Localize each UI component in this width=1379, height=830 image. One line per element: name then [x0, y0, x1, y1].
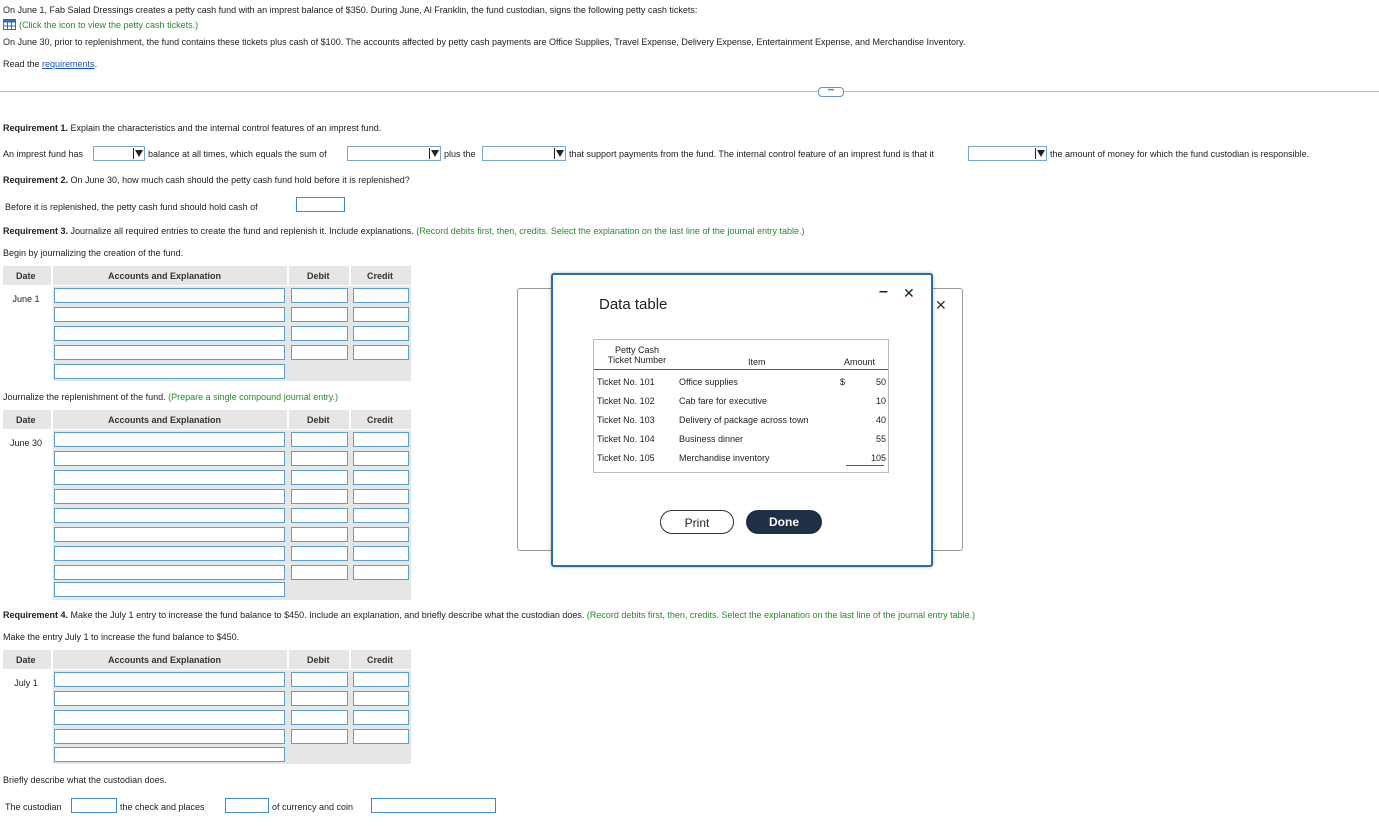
- custodian-text-3: of currency and coin: [272, 802, 354, 812]
- col-amount: Amount: [844, 357, 876, 367]
- credit-input[interactable]: [353, 565, 409, 580]
- debit-input[interactable]: [291, 710, 348, 725]
- credit-input[interactable]: [353, 729, 409, 744]
- credit-input[interactable]: [353, 508, 409, 523]
- debit-input[interactable]: [291, 729, 348, 744]
- intro-line-2: On June 30, prior to replenishment, the fund contains these tickets plus cash of $100. The accounts affected by petty cash payments are Office Supplies, Travel Expense, Delivery Expense, Entertainment Expense, and Merchandise Inventory.: [3, 37, 966, 47]
- tickets-header: [594, 340, 888, 370]
- custodian-location-input[interactable]: [371, 798, 496, 813]
- debit-input[interactable]: [291, 470, 348, 485]
- table-icon[interactable]: [3, 19, 16, 30]
- debit-input[interactable]: [291, 508, 348, 523]
- req2-prompt: Before it is replenished, the petty cash fund should hold cash of: [5, 202, 258, 212]
- custodian-amount-input[interactable]: [225, 798, 269, 813]
- chevron-down-icon: [1035, 148, 1045, 159]
- debit-input[interactable]: [291, 345, 348, 360]
- print-button[interactable]: Print: [660, 510, 734, 534]
- credit-input[interactable]: [353, 326, 409, 341]
- close-icon[interactable]: ✕: [903, 285, 915, 301]
- journal-table-june1: [3, 266, 411, 381]
- journal-date: July 1: [14, 678, 38, 688]
- account-input[interactable]: [54, 691, 285, 706]
- debit-input[interactable]: [291, 451, 348, 466]
- debit-input[interactable]: [291, 527, 348, 542]
- credit-input[interactable]: [353, 470, 409, 485]
- credit-input[interactable]: [353, 672, 409, 687]
- debit-input[interactable]: [291, 326, 348, 341]
- req4-title: Requirement 4. Make the July 1 entry to increase the fund balance to $450. Include an explanation, and briefly describe what the custodian does. (Record debits first, then, credits. Select the explanation on the last line of the journal entry table.): [3, 610, 976, 620]
- custodian-action-input[interactable]: [71, 798, 117, 813]
- credit-input[interactable]: [353, 451, 409, 466]
- req1-s2: balance at all times, which equals the sum of: [148, 149, 327, 159]
- debit-input[interactable]: [291, 672, 348, 687]
- read-requirements: Read the requirements.: [3, 59, 98, 69]
- tickets-table: Petty Cash Ticket Number Item Amount Ticket No. 101 Office supplies $ 50 Ticket No. 102 Cab fare for executive 10 Ticket No. 103 Delivery of package across town 40 Ticket No. 104 Business dinner 55 Ticket No. 105 Merchandise inventory 105: [593, 339, 889, 473]
- minimize-icon[interactable]: –: [879, 283, 888, 300]
- replenish-instruction: Journalize the replenishment of the fund. (Prepare a single compound journal entry.): [3, 392, 339, 402]
- col-item: Item: [748, 357, 766, 367]
- account-input[interactable]: [54, 508, 285, 523]
- debit-input[interactable]: [291, 489, 348, 504]
- debit-input[interactable]: [291, 432, 348, 447]
- journal-table-june30: [3, 410, 411, 600]
- sum-of-dropdown[interactable]: [347, 146, 441, 161]
- account-input[interactable]: [54, 432, 285, 447]
- account-input[interactable]: [54, 565, 285, 580]
- journal-table-july1: [3, 650, 411, 764]
- req2-title: Requirement 2. On June 30, how much cash should the petty cash fund hold before it is replenished?: [3, 175, 410, 185]
- explanation-input[interactable]: [54, 747, 285, 762]
- credit-input[interactable]: [353, 546, 409, 561]
- journal-header: Date Accounts and Explanation Debit Credit: [3, 266, 411, 286]
- account-input[interactable]: [54, 710, 285, 725]
- section-divider: [0, 91, 1379, 92]
- account-input[interactable]: [54, 326, 285, 341]
- account-input[interactable]: [54, 672, 285, 687]
- req3-begin: Begin by journalizing the creation of the fund.: [3, 248, 184, 258]
- intro-line-1: On June 1, Fab Salad Dressings creates a petty cash fund with an imprest balance of $350. During June, Al Franklin, the fund custodian, signs the following petty cash tickets:: [3, 5, 698, 15]
- view-tickets-text[interactable]: (Click the icon to view the petty cash tickets.): [19, 20, 199, 30]
- debit-input[interactable]: [291, 546, 348, 561]
- debit-input[interactable]: [291, 565, 348, 580]
- requirements-link[interactable]: requirements: [42, 59, 95, 69]
- account-input[interactable]: [54, 288, 285, 303]
- req1-s3: plus the: [444, 149, 476, 159]
- req4-make: Make the entry July 1 to increase the fund balance to $450.: [3, 632, 240, 642]
- control-feature-dropdown[interactable]: [968, 146, 1047, 161]
- credit-input[interactable]: [353, 288, 409, 303]
- chevron-down-icon: [133, 148, 143, 159]
- total-rule: [846, 465, 884, 466]
- collapse-handle[interactable]: •••: [818, 87, 844, 97]
- journal-header: Date Accounts and Explanation Debit Credit: [3, 650, 411, 670]
- account-input[interactable]: [54, 527, 285, 542]
- outer-close-icon[interactable]: ✕: [935, 297, 947, 313]
- explanation-input[interactable]: [54, 582, 285, 597]
- req3-title: Requirement 3. Journalize all required entries to create the fund and replenish it. Include explanations. (Record debits first, then, credits. Select the explanation on the last line of the journal entry table.): [3, 226, 805, 236]
- chevron-down-icon: [554, 148, 564, 159]
- req1-s1: An imprest fund has: [3, 149, 84, 159]
- account-input[interactable]: [54, 345, 285, 360]
- credit-input[interactable]: [353, 307, 409, 322]
- credit-input[interactable]: [353, 432, 409, 447]
- data-table-dialog: [551, 273, 933, 567]
- account-input[interactable]: [54, 451, 285, 466]
- req1-s4: that support payments from the fund. The internal control feature of an imprest fund is that it: [569, 149, 935, 159]
- req1-title: Requirement 1. Explain the characteristics and the internal control features of an imprest fund.: [3, 123, 382, 133]
- view-tickets-link[interactable]: [3, 19, 198, 30]
- account-input[interactable]: [54, 546, 285, 561]
- journal-date: June 1: [12, 294, 40, 304]
- credit-input[interactable]: [353, 691, 409, 706]
- credit-input[interactable]: [353, 489, 409, 504]
- debit-input[interactable]: [291, 307, 348, 322]
- cash-before-replenish-input[interactable]: [296, 197, 345, 212]
- req1-s5: the amount of money for which the fund custodian is responsible.: [1050, 149, 1310, 159]
- journal-date: June 30: [9, 438, 43, 448]
- account-input[interactable]: [54, 489, 285, 504]
- credit-input[interactable]: [353, 345, 409, 360]
- account-input[interactable]: [54, 307, 285, 322]
- account-input[interactable]: [54, 470, 285, 485]
- balance-type-dropdown[interactable]: [93, 146, 145, 161]
- credit-input[interactable]: [353, 527, 409, 542]
- explanation-input[interactable]: [54, 364, 285, 379]
- custodian-text-1: The custodian: [5, 802, 62, 812]
- account-input[interactable]: [54, 729, 285, 744]
- debit-input[interactable]: [291, 288, 348, 303]
- journal-header: Date Accounts and Explanation Debit Credit: [3, 410, 411, 430]
- plus-the-dropdown[interactable]: [482, 146, 566, 161]
- custodian-text-2: the check and places: [120, 802, 205, 812]
- dialog-title: Data table: [599, 296, 668, 313]
- credit-input[interactable]: [353, 710, 409, 725]
- req4-describe: Briefly describe what the custodian does.: [3, 775, 167, 785]
- col-ticket-number: Petty Cash Ticket Number: [607, 345, 667, 365]
- debit-input[interactable]: [291, 691, 348, 706]
- done-button[interactable]: Done: [746, 510, 822, 534]
- chevron-down-icon: [429, 148, 439, 159]
